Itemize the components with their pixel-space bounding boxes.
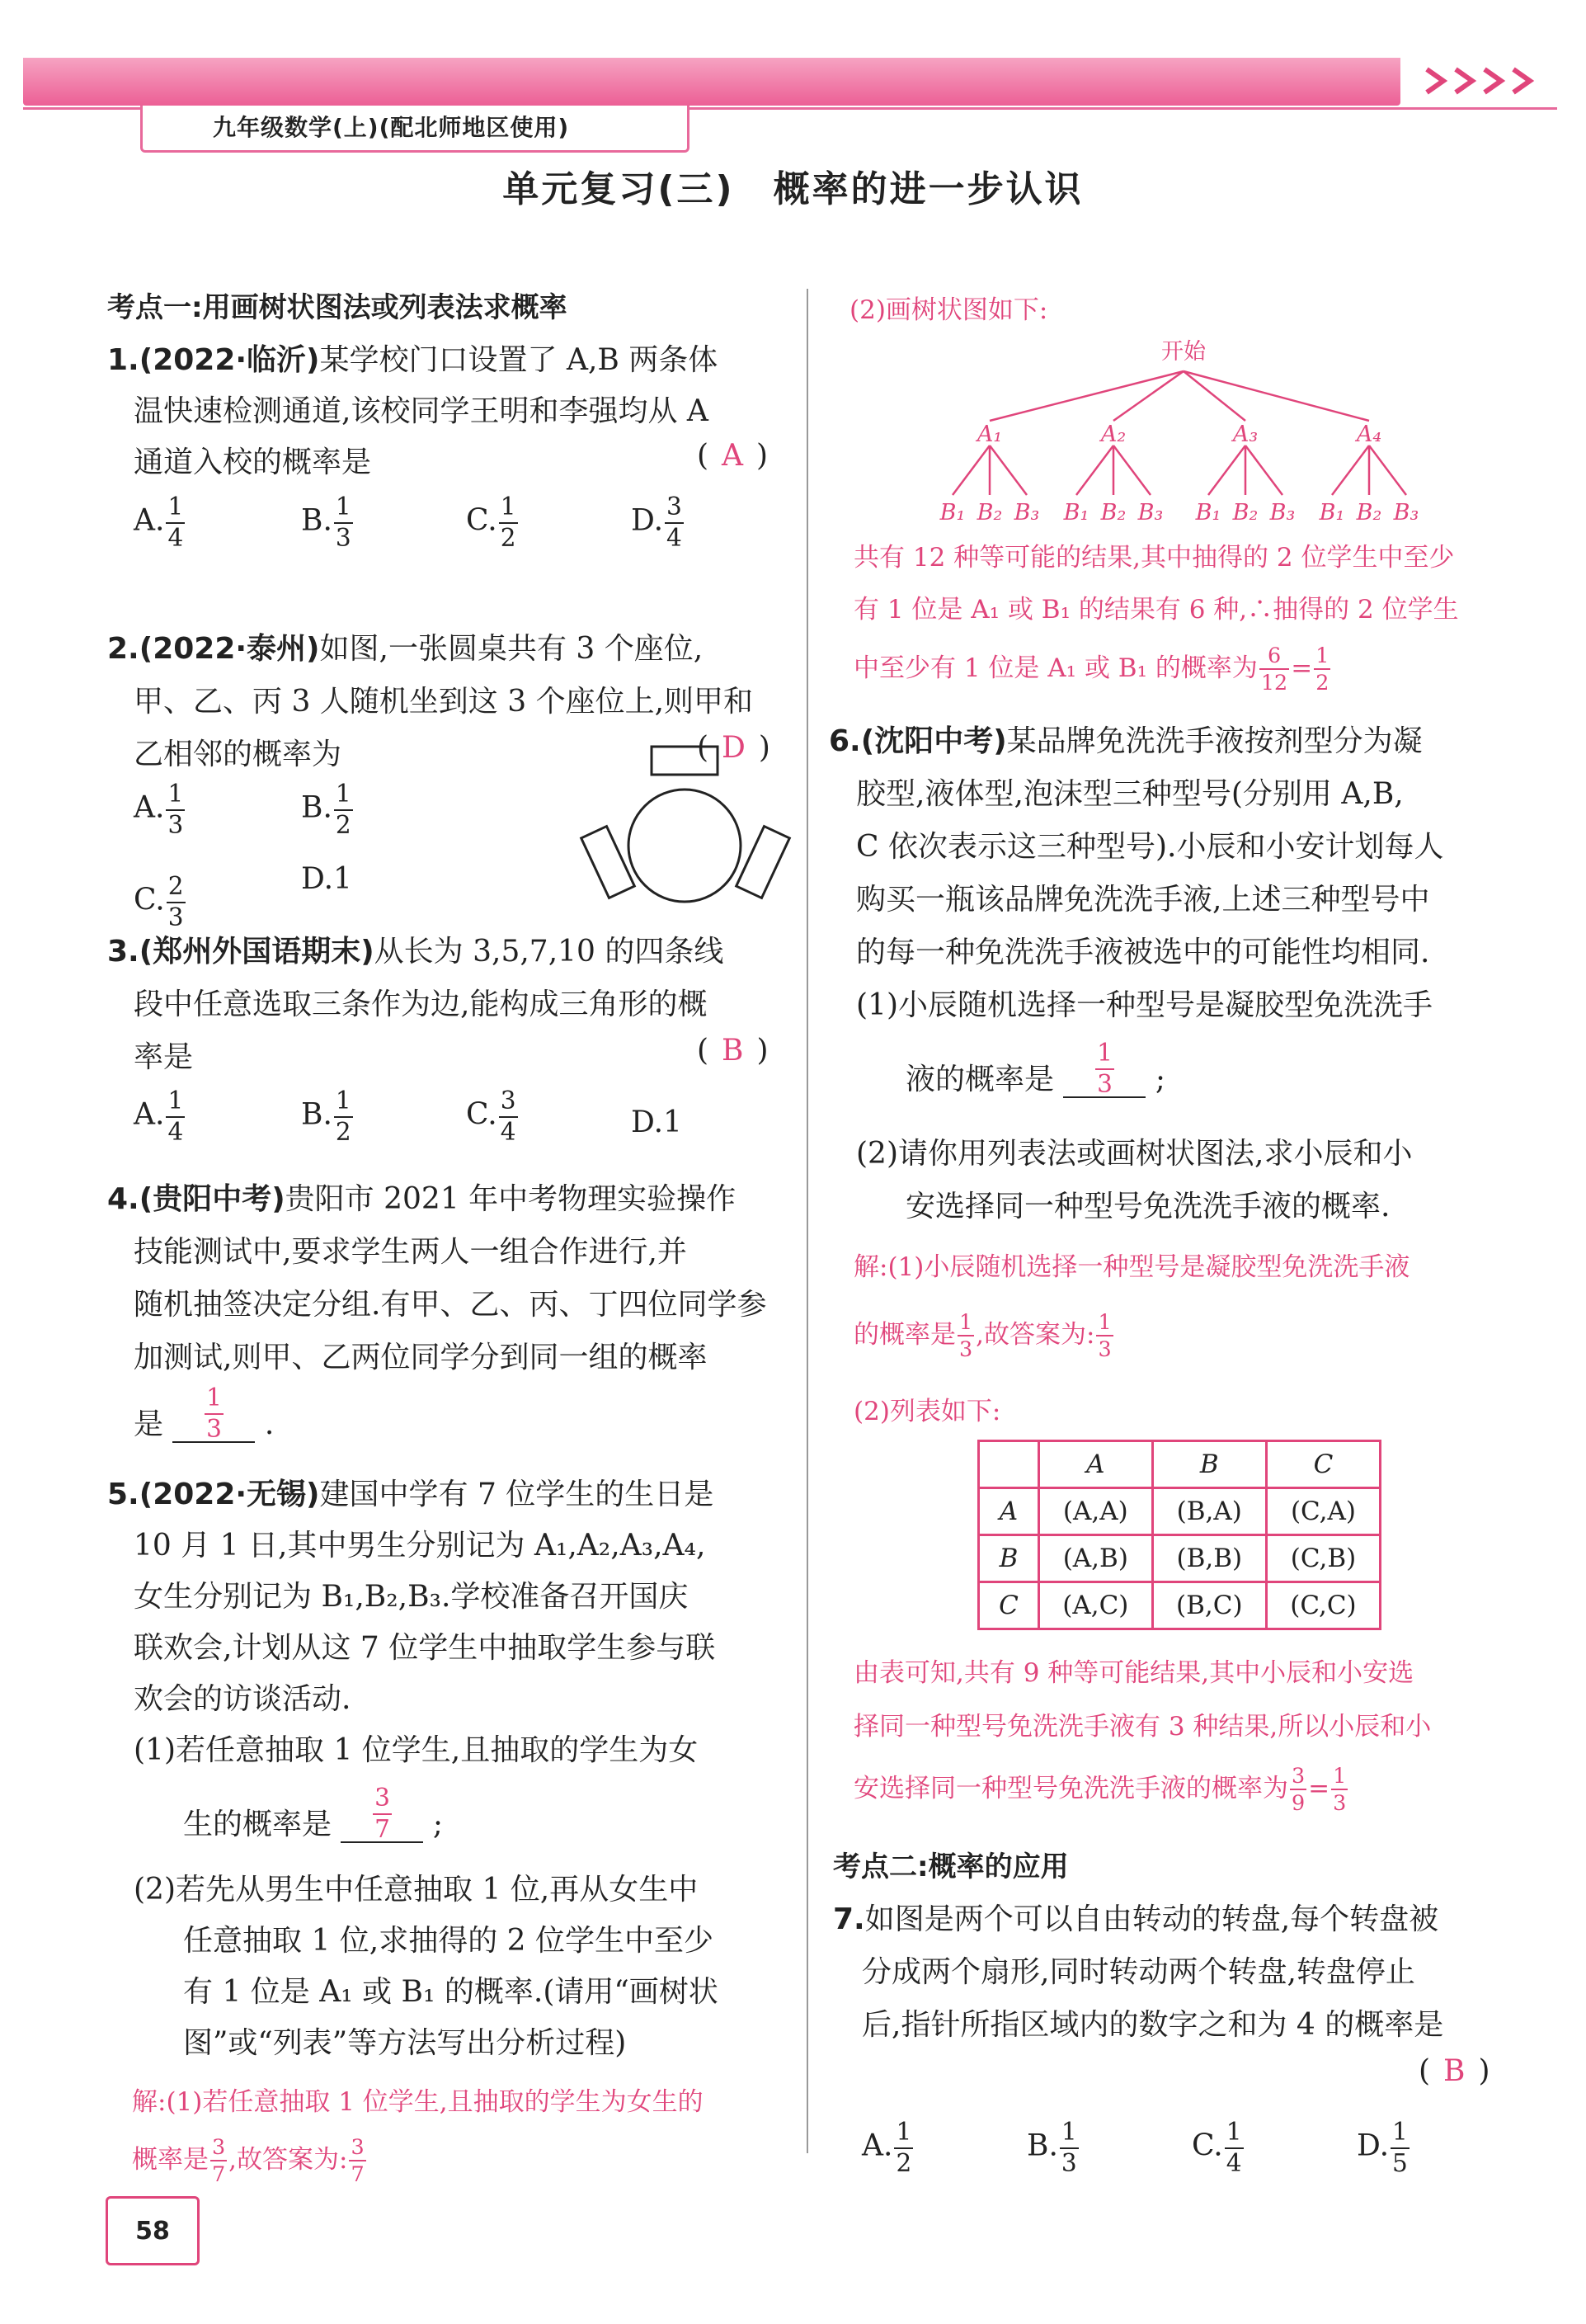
tree-node-a2: A₂ — [1100, 422, 1127, 447]
outcome-table — [977, 1440, 1381, 1630]
question-7-option-c: C. $\frac{1}{4}$ — [1192, 2118, 1242, 2177]
question-6-solution-line-1: 解:(1)小辰随机选择一种型号是凝胶型免洗洗手液 — [854, 1252, 1410, 1282]
tree-result-line-1: 共有 12 种等可能的结果,其中抽得的 2 位学生中至少 — [854, 543, 1455, 573]
tree-leaf: B₂ — [1356, 500, 1382, 524]
question-2-line-1: 2.(2022·泰州)如图,一张圆桌共有 3 个座位, — [107, 632, 704, 666]
table-row — [979, 1488, 1381, 1535]
tree-leaf: B₁ — [1195, 500, 1221, 524]
question-5-line-3: 女生分别记为 B₁,B₂,B₃.学校准备召开国庆 — [134, 1580, 689, 1614]
question-6-line-2: 胶型,液体型,泡沫型三种型号(分别用 A,B, — [856, 777, 1404, 811]
table-cell: B — [1152, 1441, 1266, 1488]
table-header-row — [979, 1441, 1381, 1488]
question-4-line-5: 是 $\frac{1}{3}$ . — [134, 1384, 275, 1443]
round-table-figure — [569, 738, 800, 928]
question-5-part-2-line-2: 任意抽取 1 位,求抽得的 2 位学生中至少 — [183, 1924, 714, 1958]
table-cell: C — [1266, 1441, 1380, 1488]
question-7-option-b: B. $\frac{1}{3}$ — [1027, 2118, 1077, 2177]
question-4-line-4: 加测试,则甲、乙两位同学分到同一组的概率 — [134, 1341, 708, 1374]
table-cell: C — [979, 1582, 1039, 1629]
question-1-option-d: D. $\frac{3}{4}$ — [631, 493, 682, 552]
question-3-option-c: C. $\frac{3}{4}$ — [466, 1087, 516, 1146]
table-cell: A — [1039, 1441, 1153, 1488]
question-5-line-5: 欢会的访谈活动. — [134, 1682, 351, 1716]
question-3-option-a: A. $\frac{1}{4}$ — [134, 1087, 184, 1146]
question-6-part-2-line-1: (2)请你用列表法或画树状图法,求小辰和小 — [856, 1137, 1413, 1171]
question-6-solution-line-6: 安选择同一种型号免洗洗手液的概率为 $\frac{3}{9}$ = $\frac{1}{3}$ — [854, 1763, 1347, 1816]
question-4-line-2: 技能测试中,要求学生两人一组合作进行,并 — [134, 1235, 687, 1269]
question-2-option-d: D.1 — [301, 862, 352, 896]
header-subtitle: 九年级数学(上)(配北师地区使用) — [213, 114, 570, 141]
question-7-option-a: A. $\frac{1}{2}$ — [862, 2118, 912, 2177]
question-6-solution-line-2: 的概率是 $\frac{1}{3}$ ,故答案为: $\frac{1}{3}$ — [854, 1309, 1112, 1362]
question-6-solution-line-4: 由表可知,共有 9 种等可能结果,其中小辰和小安选 — [854, 1658, 1414, 1688]
question-1-answer: ( A ) — [697, 439, 769, 473]
question-5-line-2: 10 月 1 日,其中男生分别记为 A₁,A₂,A₃,A₄, — [134, 1529, 706, 1563]
question-4-answer-blank[interactable]: $\frac{1}{3}$ — [172, 1386, 255, 1443]
question-7-line-2: 分成两个扇形,同时转动两个转盘,转盘停止 — [862, 1955, 1415, 1989]
table-cell: (C,C) — [1266, 1582, 1380, 1629]
question-2-line-3: 乙相邻的概率为 — [134, 738, 342, 771]
question-1-line-3: 通道入校的概率是 — [134, 445, 372, 479]
table-cell: (B,C) — [1152, 1582, 1266, 1629]
column-divider — [807, 289, 808, 2153]
question-5-part-2-line-3: 有 1 位是 A₁ 或 B₁ 的概率.(请用“画树状 — [183, 1975, 718, 2009]
question-6-answer-blank[interactable]: $\frac{1}{3}$ — [1063, 1041, 1146, 1098]
question-5-solution-line-2: 概率是 $\frac{3}{7}$ ,故答案为: $\frac{3}{7}$ — [132, 2134, 365, 2187]
question-2-line-2: 甲、乙、丙 3 人随机坐到这 3 个座位上,则甲和 — [134, 685, 754, 719]
question-6-line-5: 的每一种免洗洗手液被选中的可能性均相同. — [856, 936, 1430, 969]
table-cell: B — [979, 1535, 1039, 1582]
tree-node-a3: A₃ — [1232, 422, 1259, 447]
tree-intro: (2)画树状图如下: — [849, 295, 1048, 325]
table-cell: (B,A) — [1152, 1488, 1266, 1535]
question-5-answer-blank[interactable]: $\frac{3}{7}$ — [341, 1786, 423, 1843]
header-banner — [23, 58, 1400, 106]
question-3-line-3: 率是 — [134, 1040, 194, 1074]
tree-leaf: B₁ — [1063, 500, 1089, 524]
table-cell: (B,B) — [1152, 1535, 1266, 1582]
question-4-line-3: 随机抽签决定分组.有甲、乙、丙、丁四位同学参 — [134, 1288, 767, 1322]
tree-diagram — [891, 334, 1485, 524]
tree-leaf: B₃ — [1014, 500, 1040, 524]
question-2-option-c: C. $\frac{2}{3}$ — [134, 872, 184, 931]
question-6-part-2-line-2: 安选择同一种型号免洗洗手液的概率. — [906, 1190, 1391, 1223]
table-cell: (A,A) — [1039, 1488, 1153, 1535]
question-7-line-1: 7.如图是两个可以自由转动的转盘,每个转盘被 — [833, 1902, 1439, 1936]
tree-root-label: 开始 — [1161, 339, 1206, 365]
question-7-option-d: D. $\frac{1}{5}$ — [1357, 2118, 1408, 2177]
table-cell — [979, 1441, 1039, 1488]
question-3-line-1: 3.(郑州外国语期末)从长为 3,5,7,10 的四条线 — [107, 935, 724, 969]
table-cell: (A,B) — [1039, 1535, 1153, 1582]
tree-result-line-2: 有 1 位是 A₁ 或 B₁ 的结果有 6 种,∴抽得的 2 位学生 — [854, 595, 1459, 625]
question-7-line-3: 后,指针所指区域内的数字之和为 4 的概率是 — [862, 2008, 1444, 2042]
tree-leaf: B₁ — [1319, 500, 1345, 524]
question-5-part-1-line-1: (1)若任意抽取 1 位学生,且抽取的学生为女 — [134, 1733, 699, 1767]
section-heading-2: 考点二:概率的应用 — [833, 1850, 1069, 1883]
page-title: 单元复习(三) 概率的进一步认识 — [502, 168, 1084, 210]
question-3-line-2: 段中任意选取三条作为边,能构成三角形的概 — [134, 988, 708, 1021]
table-cell: (C,A) — [1266, 1488, 1380, 1535]
question-6-solution-line-3: (2)列表如下: — [854, 1397, 1001, 1426]
question-5-solution-line-1: 解:(1)若任意抽取 1 位学生,且抽取的学生为女生的 — [132, 2087, 704, 2117]
question-3-option-b: B. $\frac{1}{2}$ — [301, 1087, 351, 1146]
tree-node-a1: A₁ — [977, 422, 1003, 447]
question-2-answer: ( D ) — [697, 731, 770, 765]
question-1-line-1: 1.(2022·临沂)某学校门口设置了 A,B 两条体 — [107, 343, 718, 377]
tree-result-line-3: 中至少有 1 位是 A₁ 或 B₁ 的概率为 $\frac{6}{12}$ = $\frac{1}{2}$ — [854, 643, 1330, 695]
section-heading-1: 考点一:用画树状图法或列表法求概率 — [107, 291, 567, 324]
question-2-option-a: A. $\frac{1}{3}$ — [134, 780, 184, 839]
question-5-line-4: 联欢会,计划从这 7 位学生中抽取学生参与联 — [134, 1631, 716, 1665]
table-cell: A — [979, 1488, 1039, 1535]
tree-leaf: B₂ — [1100, 500, 1127, 524]
tree-leaf: B₂ — [1232, 500, 1259, 524]
question-6-part-1-line-2: 液的概率是 $\frac{1}{3}$ ; — [906, 1039, 1166, 1098]
question-6-part-1-line-1: (1)小辰随机选择一种型号是凝胶型免洗洗手 — [856, 988, 1433, 1022]
table-row — [979, 1582, 1381, 1629]
question-4-line-1: 4.(贵阳中考)贵阳市 2021 年中考物理实验操作 — [107, 1182, 737, 1216]
question-1-option-b: B. $\frac{1}{3}$ — [301, 493, 351, 552]
table-cell: (C,B) — [1266, 1535, 1380, 1582]
tree-leaf: B₃ — [1393, 500, 1419, 524]
question-7-answer: ( B ) — [1419, 2054, 1490, 2088]
page-number: 58 — [106, 2196, 200, 2265]
tree-leaf: B₁ — [939, 500, 966, 524]
tree-node-a4: A₄ — [1356, 422, 1382, 447]
question-2-option-b: B. $\frac{1}{2}$ — [301, 780, 351, 839]
tree-leaf: B₃ — [1269, 500, 1296, 524]
question-3-option-d: D.1 — [631, 1105, 682, 1139]
table-cell: (A,C) — [1039, 1582, 1153, 1629]
header-arrows-icon — [1410, 51, 1575, 109]
question-3-answer: ( B ) — [697, 1034, 769, 1068]
question-6-line-4: 购买一瓶该品牌免洗洗手液,上述三种型号中 — [856, 883, 1430, 917]
question-5-part-2-line-4: 图”或“列表”等方法写出分析过程) — [183, 2026, 627, 2060]
question-5-line-1: 5.(2022·无锡)建国中学有 7 位学生的生日是 — [107, 1478, 714, 1511]
question-1-line-2: 温快速检测通道,该校同学王明和李强均从 A — [134, 394, 708, 428]
tree-leaf: B₂ — [977, 500, 1003, 524]
question-5-part-2-line-1: (2)若先从男生中任意抽取 1 位,再从女生中 — [134, 1873, 699, 1907]
table-row — [979, 1535, 1381, 1582]
tree-leaf: B₃ — [1137, 500, 1164, 524]
question-1-option-a: A. $\frac{1}{4}$ — [134, 493, 184, 552]
question-6-line-1: 6.(沈阳中考)某品牌免洗洗手液按剂型分为凝 — [829, 724, 1423, 758]
question-6-line-3: C 依次表示这三种型号).小辰和小安计划每人 — [856, 830, 1444, 864]
question-5-part-1-line-2: 生的概率是 $\frac{3}{7}$ ; — [183, 1784, 444, 1843]
question-1-option-c: C. $\frac{1}{2}$ — [466, 493, 516, 552]
question-6-solution-line-5: 择同一种型号免洗洗手液有 3 种结果,所以小辰和小 — [854, 1712, 1432, 1742]
